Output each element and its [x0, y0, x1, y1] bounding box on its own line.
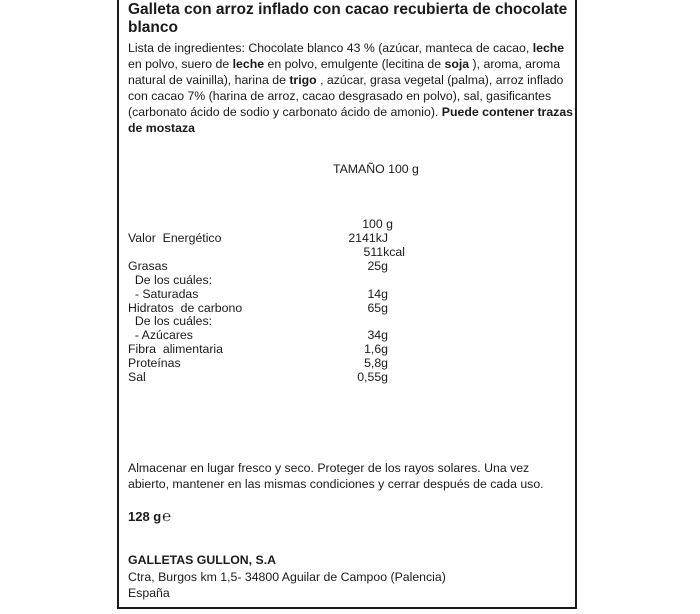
nutrition-row-label: Fibra alimentaria — [128, 342, 223, 357]
product-title: Galleta con arroz inflado con cacao recubierta de chocolate blanco — [128, 1, 568, 36]
allergen-highlight: Puede contener trazas de mostaza — [128, 105, 573, 135]
estimated-sign-icon: ℮ — [162, 508, 172, 525]
nutrition-row-value: 14g — [367, 286, 388, 301]
net-weight — [128, 508, 171, 525]
nutrition-row-value: 34g — [367, 328, 388, 343]
nutrition-column-header: 100 g — [362, 217, 393, 231]
nutrition-row-label: - Saturadas — [128, 286, 199, 301]
nutrition-row-label: Sal — [128, 370, 146, 384]
nutrition-row-label: Hidratos de carbono — [128, 300, 243, 315]
nutrition-row-label: Grasas — [128, 258, 168, 273]
nutrition-row-label: Proteínas — [128, 356, 181, 371]
ingredients-text: en polvo, suero de — [128, 57, 233, 71]
nutrition-row-value: 0,55g — [357, 370, 388, 384]
allergen-highlight: trigo — [289, 73, 317, 87]
manufacturer-address: Ctra, Burgos km 1,5- 34800 Aguilar de Campoo (Palencia) — [128, 570, 446, 584]
manufacturer-name: GALLETAS GULLON, S.A — [128, 553, 277, 567]
storage-instructions: Almacenar en lugar fresco y seco. Proteger de los rayos solares. Una vez abierto, mantener en las mismas condiciones y cerrar después de cada uso. — [128, 461, 544, 491]
serving-size: TAMAÑO 100 g — [333, 162, 419, 176]
nutrition-row-value: 511kcal — [363, 244, 405, 259]
nutrition-row-value: 1,6g — [364, 342, 388, 357]
nutrition-row-value: 2141kJ — [348, 231, 388, 245]
nutrition-row-label: De los cuáles: — [128, 272, 213, 287]
ingredients-text: en polvo, emulgente (lecitina de — [264, 57, 445, 71]
allergen-highlight: leche — [532, 41, 565, 55]
ingredients-list — [128, 40, 573, 136]
ingredients-text: , azúcar, grasa vegetal (palma), arroz inflado con cacao 7% (harina de arroz, cacao desgrasado en polvo), sal, gasificantes (carbonato ácido de sodio y carbonato ácido de amonio). — [128, 73, 564, 119]
allergen-highlight: leche — [232, 57, 265, 71]
net-weight-value: 128 g — [128, 509, 162, 524]
nutrition-row-label: - Azúcares — [128, 328, 193, 343]
nutrition-row-value: 5,8g — [364, 356, 388, 371]
ingredients-text: ), aroma, aroma natural de vainilla), harina de — [128, 57, 561, 87]
manufacturer-country: España — [128, 586, 170, 600]
ingredients-text: Lista de ingredientes: Chocolate blanco 43 % (azúcar, manteca de cacao, — [128, 41, 533, 55]
nutrition-row-value: 25g — [367, 258, 388, 273]
nutrition-row-label: De los cuáles: — [128, 314, 213, 329]
allergen-highlight: soja — [444, 57, 470, 71]
nutrition-row-value: 65g — [367, 300, 388, 315]
nutrition-row-label: Valor Energético — [128, 231, 222, 245]
